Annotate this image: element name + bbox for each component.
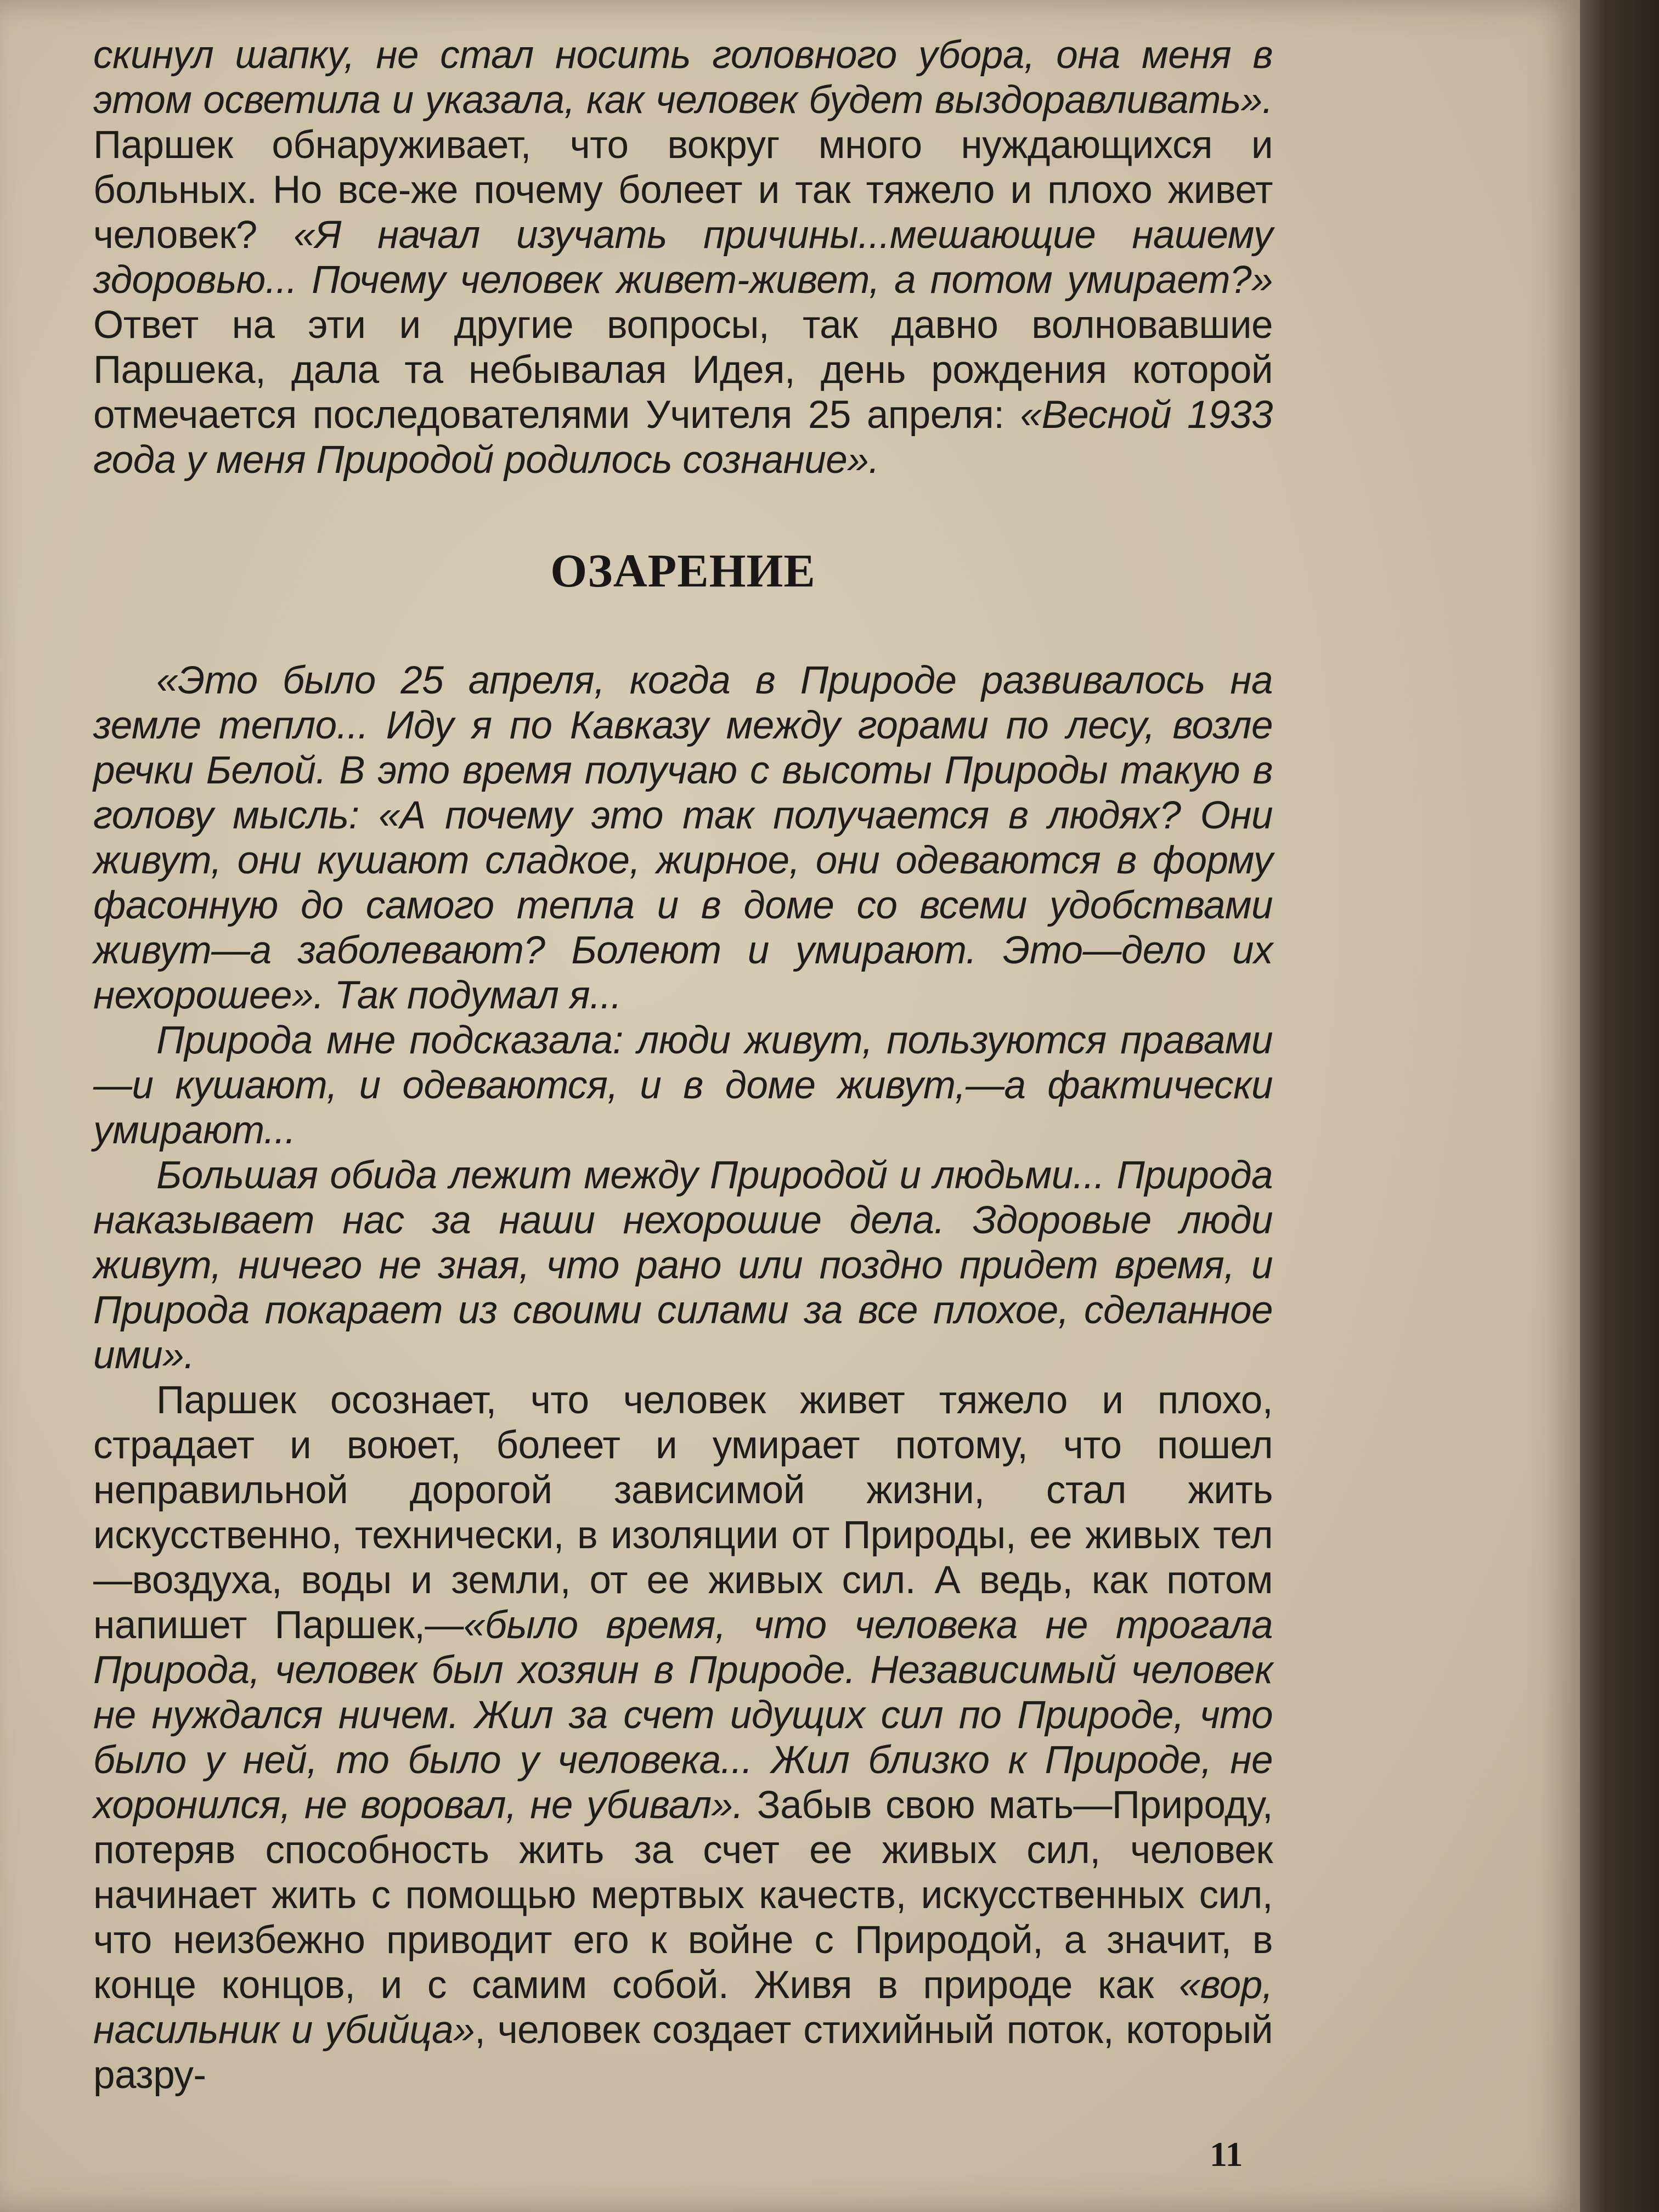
section-heading: ОЗАРЕНИЕ (550, 544, 816, 597)
intro-quote-3: «Весной 1933 года у меня Природой родилось сознание». (93, 393, 1273, 482)
intro-quote-2: «Я начал изучать причины...мешающие нашему здоровью... Почему человек живет-живет, а потом умирает?» (93, 213, 1273, 302)
intro-text-1: Паршек обнаруживает, что вокруг много нуждающихся и больных. Но все-же почему болеет и так тяжело и плохо живет человек? (93, 123, 1273, 257)
quote-paragraph-1: «Это было 25 апреля, когда в Природе развивалось на земле тепло... Иду я по Кавказу между горами по лесу, возле речки Белой. В это время получаю с высоты Природы такую в голову мысль: «А почему это так получается в людях? Они живут, они кушают сладкое, жирное, они одеваются в форму фасонную до самого тепла и в доме со всеми удобствами живут—а заболевают? Болеют и умирают. Это—дело их нехорошее». Так подумал я... (93, 659, 1273, 1017)
body-quote-2: «вор, насильник и убийца» (93, 1963, 1273, 2052)
body-text-1: Паршек осознает, что человек живет тяжело и плохо, страдает и воюет, болеет и умирает потому, что пошел неправильной дорогой зависимой жизни, стал жить искусственно, технически, в изоляции от Природы, ее живых тел—воздуха, воды и земли, от ее живых сил. А ведь, как потом напишет Паршек,— (93, 1379, 1273, 1647)
body-text-3: , человек создает стихийный поток, который разру- (93, 2008, 1273, 2097)
quote-paragraph-3: Большая обида лежит между Природой и людьми... Природа наказывает нас за наши нехорошие дела. Здоровые люди живут, ничего не зная, что рано или поздно придет время, и Природа покарает из своими силами за все плохое, сделанное ими». (93, 1154, 1273, 1377)
book-spine-shadow (1571, 0, 1659, 2212)
intro-text-2: Ответ на эти и другие вопросы, так давно волновавшие Паршека, дала та небывалая Идея, день рождения которой отмечается последователями Учителя 25 апреля: (93, 303, 1273, 437)
body-quote-1: «было время, что человека не трогала Природа, человек был хозяин в Природе. Независимый человек не нуждался ничем. Жил за счет идущих сил по Природе, что было у ней, то было у человека... Жил близко к Природе, не хоронился, не воровал, не убивал». (93, 1604, 1273, 1827)
intro-quote-1: скинул шапку, не стал носить головного убора, она меня в этом осветила и указала, как человек будет выздоравливать». (93, 33, 1273, 122)
page-number: 11 (1210, 2135, 1243, 2174)
quote-paragraph-2: Природа мне подсказала: люди живут, пользуются правами—и кушают, и одеваются, и в доме живут,—а фактически умирают... (93, 1019, 1273, 1152)
intro-paragraph (93, 33, 1273, 483)
body-paragraph (93, 1378, 1273, 2098)
page-text-column (93, 33, 1273, 2098)
body-text-2: Забыв свою мать—Природу, потеряв способность жить за счет ее живых сил, человек начинает жить с помощью мертвых качеств, искусственных сил, что неизбежно приводит его к войне с Природой, а значит, в конце концов, и с самим собой. Живя в природе как (93, 1784, 1273, 2007)
